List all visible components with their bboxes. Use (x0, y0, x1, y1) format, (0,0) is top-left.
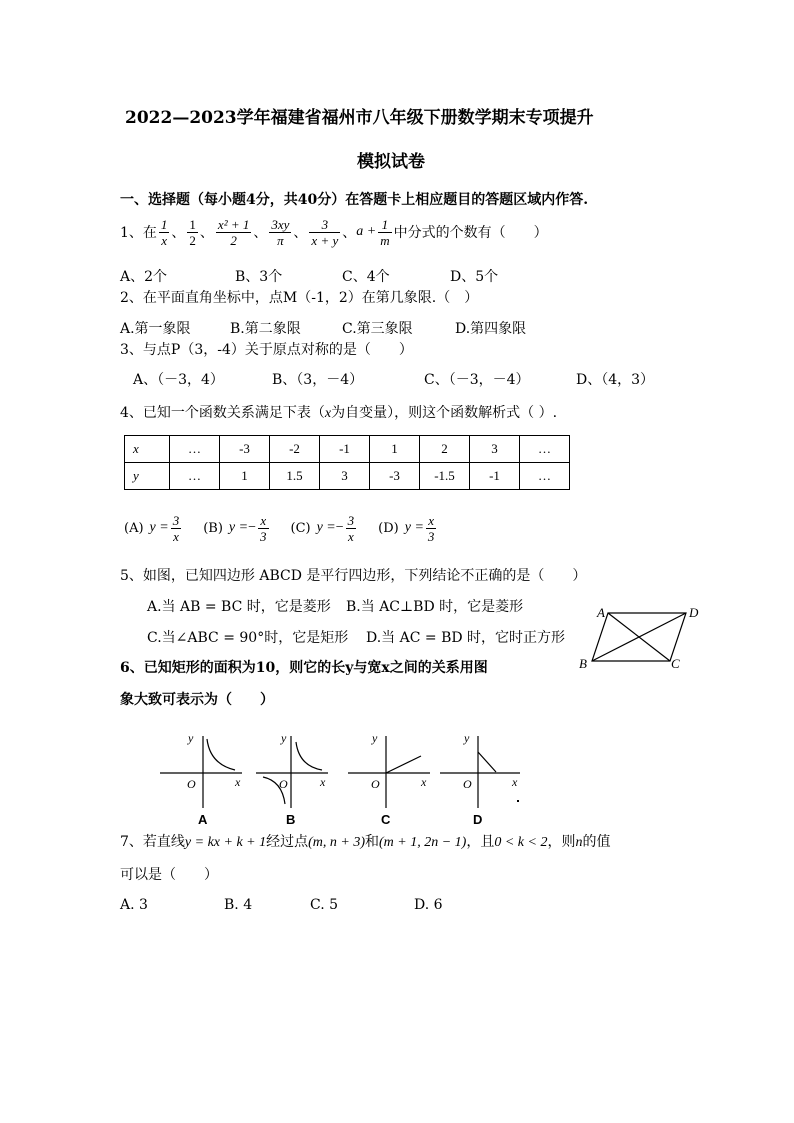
q4-option-d-lhs: y = (404, 520, 424, 535)
table-cell: -3 (370, 463, 420, 490)
q4-stem-b: 为自变量），则这个函数解析式（ ）. (331, 405, 558, 421)
q1-fraction-4 (269, 217, 291, 248)
table-row-x (125, 436, 570, 463)
q1-f1-den: x (161, 232, 168, 248)
table-cell: 1.5 (270, 463, 320, 490)
q4-option-d-label: (D) (378, 520, 399, 536)
q1-separator: 、 (199, 225, 214, 241)
table-cell: … (170, 463, 220, 490)
table-cell: 1 (220, 463, 270, 490)
title-line-2: 模拟试卷 (357, 152, 425, 172)
q7-option-b: B. 4 (224, 897, 253, 913)
q2-option-d: D.第四象限 (455, 321, 527, 337)
q7-mid-2: ，且 (466, 834, 495, 850)
q7-prefix: 7、若直线 (120, 834, 185, 850)
q4-option-c-label: (C) (290, 520, 311, 536)
title-line-1: 2022—2023学年福建省福州市八年级下册数学期末专项提升 (125, 108, 594, 128)
q2-option-b: B.第二象限 (230, 321, 301, 337)
origin-label: O (371, 777, 380, 791)
q1-separator: 、 (342, 225, 357, 241)
question-7-line-1 (120, 831, 610, 851)
q4-b-num: x (258, 513, 269, 529)
q4-a-num: 3 (172, 512, 180, 528)
q4-option-a-lhs: y = (149, 520, 169, 535)
axis-x-label: x (320, 775, 326, 789)
question-2-stem: 2、在平面直角坐标中，点M（-1，2）在第几象限.（ ） (120, 290, 479, 306)
graph-c (348, 731, 430, 808)
graph-b (256, 731, 328, 808)
q4-option-b-fraction (258, 513, 269, 544)
q7-and: 和 (365, 834, 380, 850)
q4-option-a-label: (A) (124, 520, 144, 536)
graph-caption-d: D (473, 812, 483, 826)
table-cell: … (520, 436, 570, 463)
q1-suffix: 中分式的个数有（ ） (393, 225, 548, 241)
question-5-stem: 5、如图，已知四边形 ABCD 是平行四边形，下列结论不正确的是（ ） (120, 568, 587, 584)
axis-y-label: y (464, 731, 470, 745)
q6-graph-options (160, 726, 530, 826)
q7-option-c: C. 5 (310, 897, 339, 913)
axis-x-label: x (512, 775, 518, 789)
origin-label: O (187, 777, 196, 791)
vertex-label-c: C (671, 656, 680, 671)
table-cell: … (170, 436, 220, 463)
q4-c-num: 3 (347, 512, 355, 528)
question-6-line-1: 6、已知矩形的面积为10，则它的长y与宽x之间的关系用图 (120, 660, 488, 676)
origin-label: O (279, 777, 288, 791)
question-1-stem (120, 212, 548, 252)
q5-option-a: A.当 AB = BC 时，它是菱形 (147, 599, 331, 615)
q1-f2-den: 2 (189, 232, 196, 248)
q7-suffix: 的值 (582, 834, 611, 850)
table-cell: -1 (470, 463, 520, 490)
graph-caption-b: B (286, 812, 296, 826)
vertex-label-b: B (579, 656, 587, 671)
q7-point-2: (m + 1, 2n − 1) (379, 835, 467, 850)
q1-fraction-5 (309, 217, 340, 248)
q1-option-c: C、4个 (342, 269, 390, 285)
q1-f5-num: 3 (309, 217, 340, 233)
q4-c-den: x (348, 528, 354, 544)
q1-fraction-3 (216, 217, 251, 248)
axis-x-label: x (235, 775, 241, 789)
q1-f4-den: π (277, 232, 284, 248)
q1-fraction-2 (187, 217, 198, 248)
q5-option-d: D.当 AC = BD 时，它时正方形 (366, 630, 566, 646)
q4-d-num: x (426, 513, 437, 529)
table-cell: 2 (420, 436, 470, 463)
vertex-label-d: D (689, 605, 699, 620)
q3-option-c: C、（－3，－4） (424, 372, 530, 388)
q4-option-c-fraction (346, 513, 357, 544)
q4-option-b-sign: − (248, 520, 256, 535)
q2-option-a: A.第一象限 (120, 321, 191, 337)
q7-mid-3: ，则 (547, 834, 576, 850)
q1-fraction-1 (159, 217, 170, 248)
q4-option-a-fraction (171, 513, 182, 544)
q5-option-c: C.当∠ABC = 90°时，它是矩形 (147, 630, 349, 646)
axis-x-label: x (421, 775, 427, 789)
axis-y-label: y (281, 731, 287, 745)
q2-option-c: C.第三象限 (342, 321, 413, 337)
q4-option-c-sign: − (335, 520, 344, 535)
q7-mid-1: 经过点 (266, 834, 309, 850)
q4-option-b-label: (B) (203, 520, 223, 536)
q4-option-c-lhs: y = (316, 520, 336, 535)
axis-y-label: y (188, 731, 194, 745)
q1-f2-num: 1 (189, 216, 196, 232)
q1-option-b: B、3个 (235, 269, 283, 285)
question-7-line-2: 可以是（ ） (120, 867, 218, 883)
q7-point-1: (m, n + 3) (308, 835, 366, 850)
q3-option-d: D、（4，3） (576, 372, 655, 388)
q3-option-a: A、（－3，4） (133, 372, 224, 388)
table-cell: 3 (470, 436, 520, 463)
q1-f4-num: 3xy (271, 216, 290, 232)
graph-d (440, 731, 520, 808)
question-6-line-2: 象大致可表示为（ ） (120, 692, 274, 708)
q7-option-a: A. 3 (120, 897, 148, 913)
q4-stem-a: 4、已知一个函数关系满足下表（ (120, 405, 325, 421)
graph-caption-a: A (198, 812, 208, 826)
q7-option-d: D. 6 (414, 897, 443, 913)
question-4-stem (120, 402, 557, 422)
graph-a (160, 731, 242, 808)
q3-option-b: B、（3，－4） (272, 372, 364, 388)
q5-option-b: B.当 AC⊥BD 时，它是菱形 (346, 599, 524, 615)
q1-separator: 、 (253, 225, 268, 241)
q1-option-d: D、5个 (450, 269, 499, 285)
table-cell: -3 (220, 436, 270, 463)
table-cell: -1.5 (420, 463, 470, 490)
q1-f6-lead: a + (356, 224, 377, 239)
table-cell: -2 (270, 436, 320, 463)
function-table (124, 435, 570, 490)
q7-condition: 0 < k < 2 (494, 835, 548, 850)
q4-options (124, 508, 438, 548)
table-cell: x (125, 436, 170, 463)
q1-f6-den: m (380, 232, 390, 248)
q7-n-var: n (575, 835, 583, 850)
graph-caption-c: C (381, 812, 391, 826)
table-cell: y (125, 463, 170, 490)
q1-f6-num: 1 (378, 217, 391, 233)
axis-y-label: y (372, 731, 378, 745)
table-cell: 1 (370, 436, 420, 463)
q1-f5-den: x + y (311, 232, 339, 248)
q4-stem-var: x (324, 406, 332, 421)
q4-option-b-lhs: y = (228, 520, 249, 535)
q4-a-den: x (173, 528, 179, 544)
q1-separator: 、 (293, 225, 308, 241)
q1-fraction-6 (378, 217, 391, 248)
q4-option-d-fraction (426, 513, 437, 544)
table-row-y (125, 463, 570, 490)
question-3-stem: 3、与点P（3，-4）关于原点对称的是（ ） (120, 342, 413, 358)
table-cell: … (520, 463, 570, 490)
origin-label: O (463, 777, 472, 791)
section-header: 一、选择题（每小题4分，共40分）在答题卡上相应题目的答题区域内作答. (120, 192, 589, 208)
q1-prefix: 1、在 (120, 225, 157, 241)
q1-f1-num: 1 (160, 216, 168, 232)
q1-option-a: A、2个 (120, 269, 168, 285)
parallelogram-figure (570, 600, 710, 675)
q4-d-den: 3 (427, 528, 435, 544)
vertex-label-a: A (597, 605, 605, 620)
q7-equation: y = kx + k + 1 (184, 835, 267, 850)
q1-separator: 、 (171, 225, 186, 241)
q4-b-den: 3 (260, 528, 267, 544)
q1-f3-den: 2 (230, 232, 237, 248)
table-cell: 3 (320, 463, 370, 490)
table-cell: -1 (320, 436, 370, 463)
q1-f3-num: x² + 1 (217, 216, 250, 232)
